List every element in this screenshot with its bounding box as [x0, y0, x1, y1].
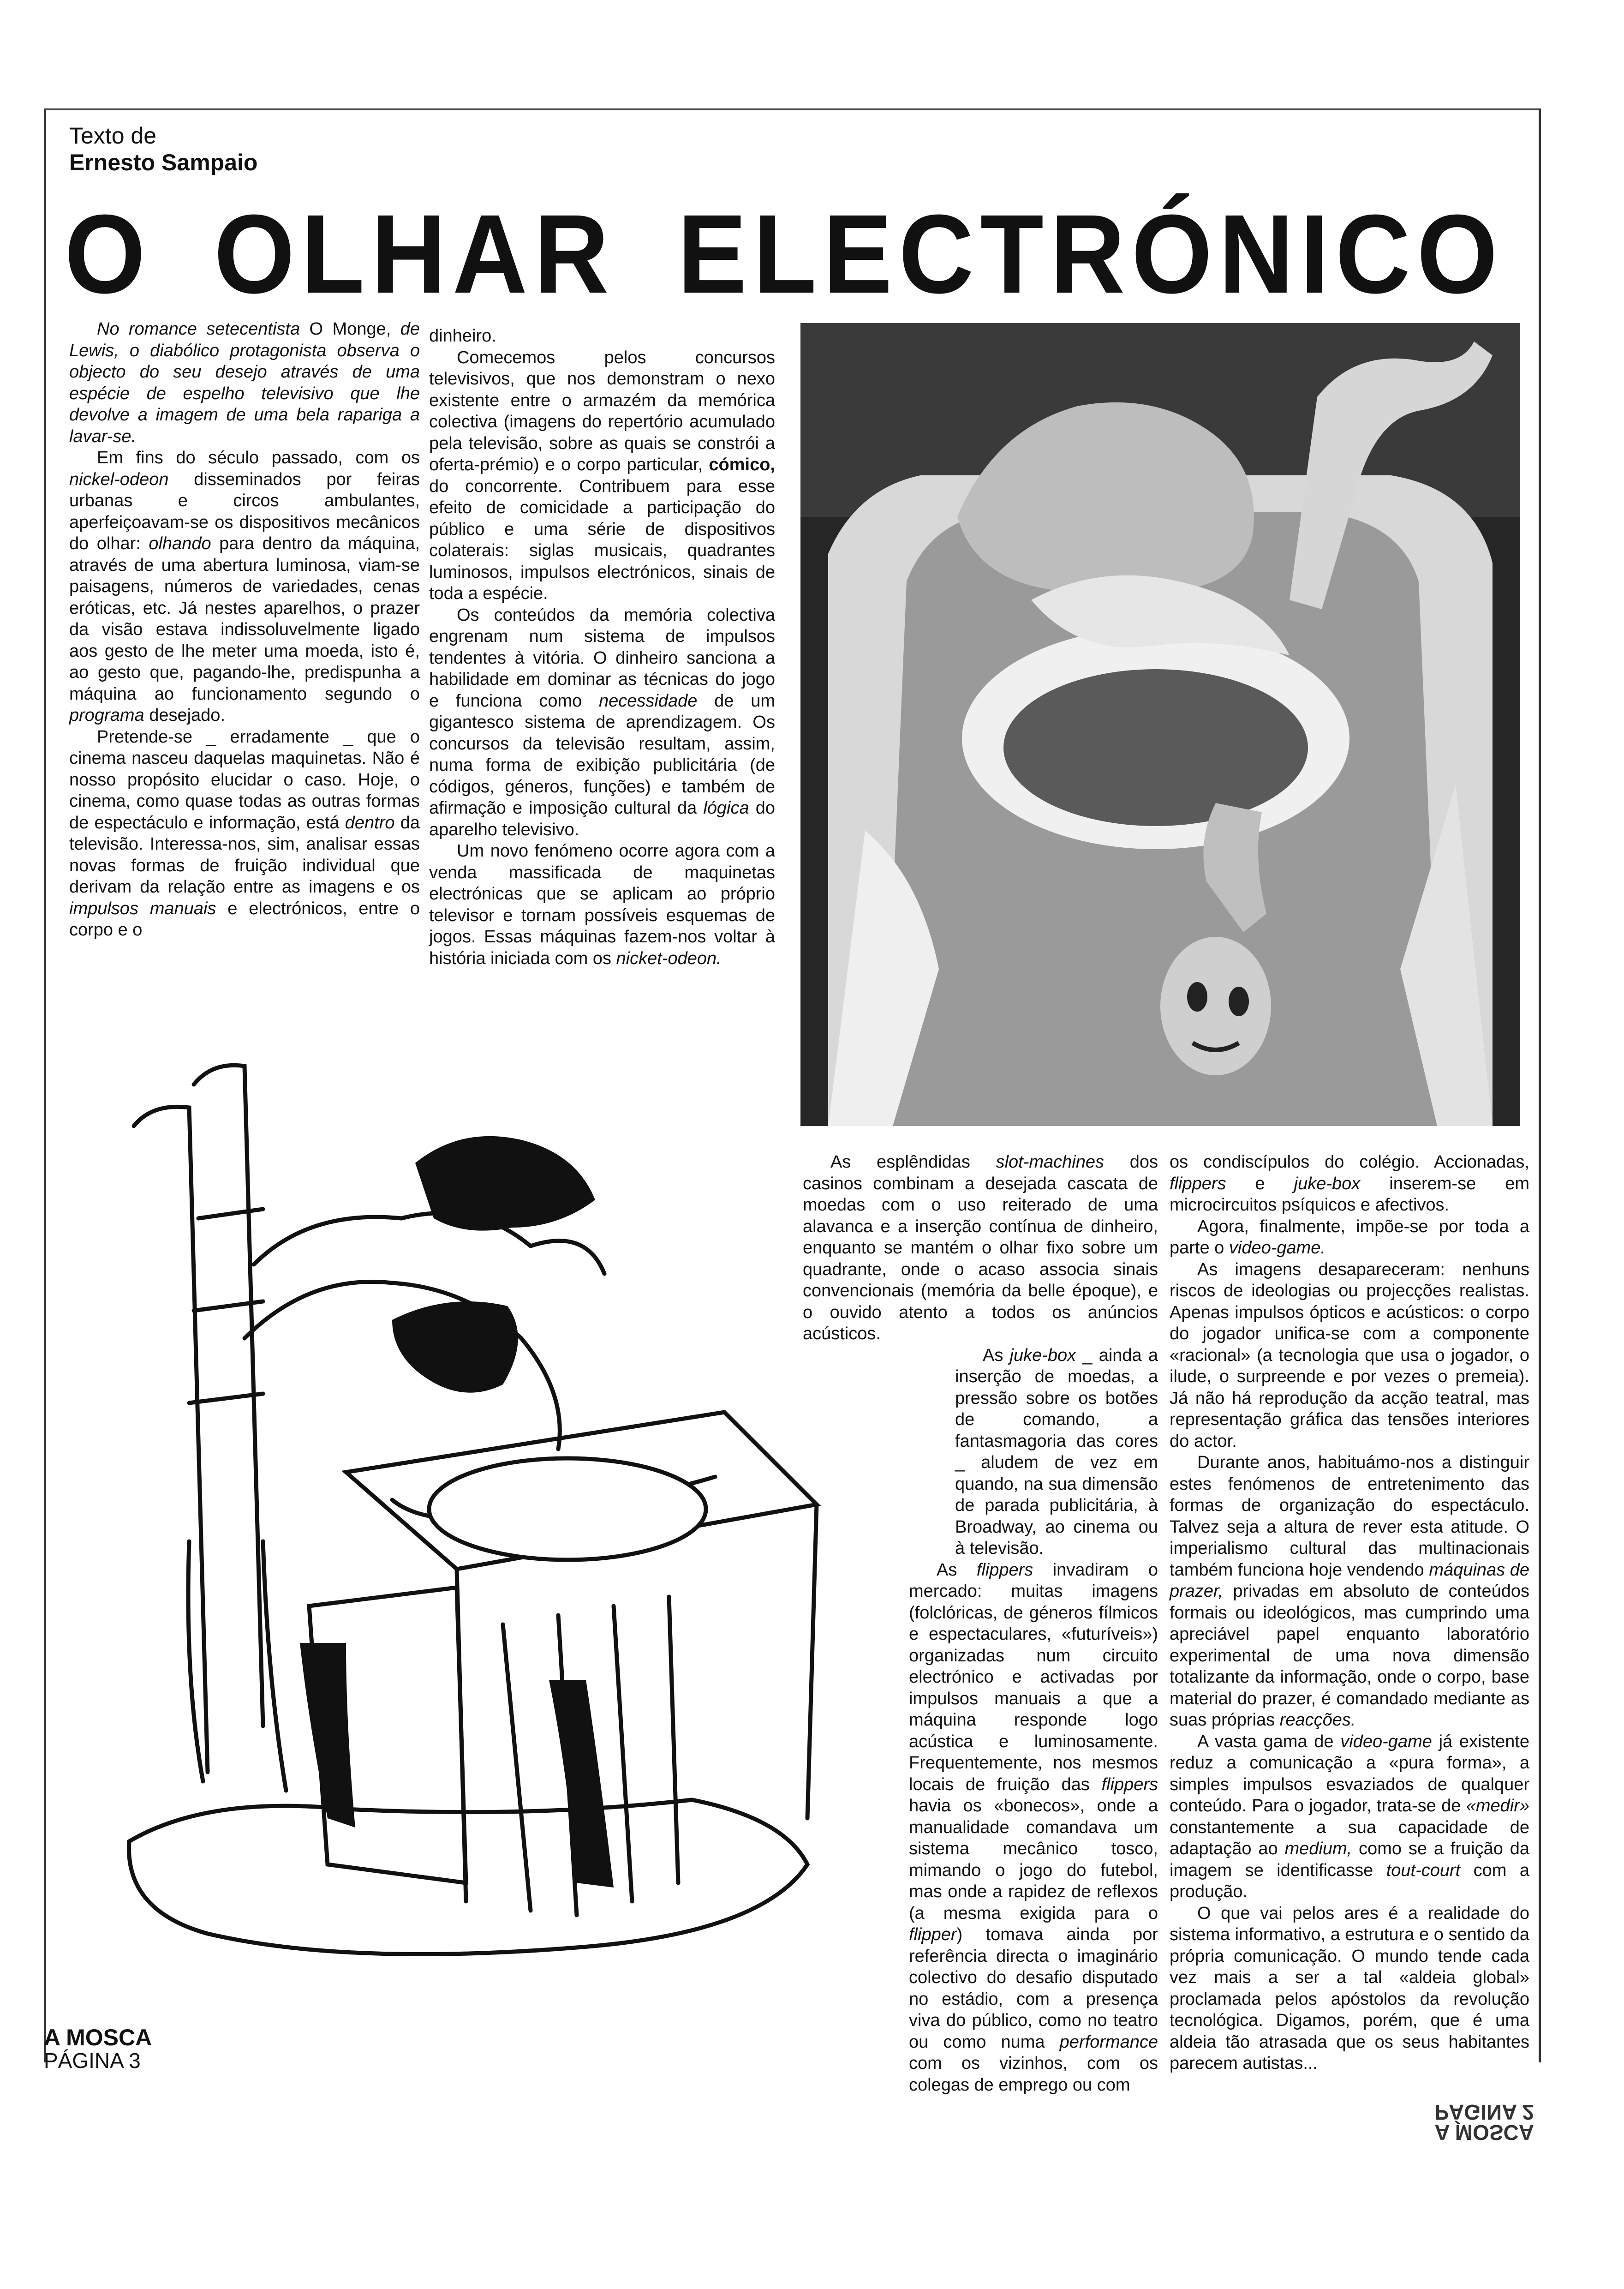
drawing — [69, 988, 854, 2049]
article-column-2 — [429, 325, 775, 969]
paragraph: Em fins do século passado, com os nickel-odeon disseminados por feiras urbanas e circos ambulantes, aperfeiçoavam-se os dispositivos mecânicos do olhar: olhando para dentro da máquina, através de uma abertura luminosa, viam-se paisagens, números de variedades, cenas eróticas, etc. Já nestes aparelhos, o prazer da visão estava indissoluvelmente ligado aos gesto de lhe meter uma moeda, isto é, ao gesto que, pagando-lhe, predispunha a máquina ao funcionamento segundo o programa desejado. — [69, 448, 420, 725]
paragraph: A vasta gama de video-game já existente reduz a comunicação a «pura forma», a simples impulsos esvaziados de qualquer conteúdo. Para o jogador, trata-se de «medir» constantemente a sua capacidade de adaptação ao medium, como se a fruição da imagem se identificasse tout-court com a produção. — [1170, 1732, 1529, 1901]
italic-text: No romance setecentista — [97, 319, 300, 339]
article-column-3 — [803, 1151, 1158, 2096]
photo-tv-figure — [800, 323, 1520, 1126]
byline-prefix: Texto de — [69, 123, 157, 149]
paragraph: As flippers invadiram o mercado: muitas imagens (folclóricas, de géneros fílmicos e espectaculares, «futuríveis») organizadas num circuito electrónico e activadas por impulsos manuais a que a máquina responde logo acústica e luminosamente. Frequentemente, nos mesmos locais de fruição das flippers havia os «bonecos», onde a manualidade comandava um sistema mecânico tosco, mimando o jogo do futebol, mas onde a rapidez de reflexos (a mesma exigida para o flipper) tomava ainda por referência directa o imaginário colectivo do desafio disputado no estádio, com a presença viva do público, como no teatro ou como numa performance com os vizinhos, com os colegas de emprego ou com — [909, 1560, 1158, 2095]
byline-author: Ernesto Sampaio — [69, 150, 258, 175]
paragraph: Os conteúdos da memória colectiva engrenam num sistema de impulsos tendentes à vitória. O dinheiro sanciona a habilidade em dominar as técnicas do jogo e funciona como necessidade de um gigantesco sistema de aprendizagem. Os concursos da televisão resultam, assim, numa forma de exibição publicitária (de códigos, géneros, funções) e também de afirmação e imposição cultural da lógica do aparelho televisivo. — [429, 605, 776, 839]
page-number: PÁGINA 3 — [44, 2049, 141, 2073]
article-column-1 — [69, 318, 420, 941]
paragraph — [69, 318, 420, 447]
italic-text: de Lewis, o diabólico protagonista observa o objecto do seu desejo através de uma espécie de espelho televisivo que lhe devolve a imagem de uma bela rapariga a lavar-se. — [69, 319, 420, 446]
paragraph: dinheiro. — [429, 326, 496, 346]
bleed-through-text — [1434, 2102, 1534, 2143]
paragraph: Durante anos, habituámo-nos a distinguir estes fenómenos de entretenimento das formas de organização do espectáculo. Talvez seja a altura de rever esta atitude. O imperialismo cultural das multinacionais também funciona hoje vendendo máquinas de prazer, privadas em absoluto de conteúdos formais ou ideológicos, mas cumprindo uma apreciável papel enquanto laboratório experimental de uma nova dimensão totalizante da informação, onde o corpo, base material do prazer, é comandado mediante as suas próprias reacções. — [1170, 1453, 1529, 1730]
bleed-line-2: PÁGINA 2 — [1434, 2100, 1534, 2124]
text: O Monge, — [300, 319, 400, 339]
illustration-seated-figure — [69, 988, 854, 2049]
paragraph: As esplêndidas slot-machines dos casinos combinam a desejada cascata de moedas com o uso reiterado de uma alavanca e a inserção contínua de dinheiro, enquanto se mantém o olhar fixo sobre um quadrante, onde o acaso associa sinais convencionais (memória da belle époque), e o ouvido atento a todos os anúncios acústicos. — [803, 1152, 1158, 1343]
paragraph: Comecemos pelos concursos televisivos, que nos demonstram o nexo existente entre o armazém da memórica colectiva (imagens do repertório acumulado pela televisão, sobre as quais se constrói a oferta-prémio) e o corpo particular, cómico, do concorrente. Contribuem para esse efeito de comicidade a participação do público e uma série de dispositivos colaterais: siglas musicais, quadrantes luminosos, impulsos electrónicos, sinais de toda a espécie. — [429, 348, 775, 603]
paragraph: O que vai pelos ares é a realidade do sistema informativo, a estrutura e o sentido da própria comunicação. O mundo tende cada vez mais a ser a tal «aldeia global» proclamada pelos apóstolos da revolução tecnológica. Digamos, porém, que é uma aldeia tão atrasada que os seus habitantes parecem autistas... — [1170, 1903, 1529, 2073]
paragraph: Agora, finalmente, impõe-se por toda a parte o video-game. — [1170, 1216, 1529, 1258]
bleed-line-1: A MOSCA — [1434, 2121, 1534, 2145]
paragraph: Um novo fenómeno ocorre agora com a venda massificada de maquinetas electrónicas que se aplicam ao próprio televisor e tornam possíveis esquemas de jogos. Essas máquinas fazem-nos voltar à história iniciada com os nicket-odeon. — [429, 841, 775, 968]
page-footer — [44, 2026, 152, 2072]
paragraph: As juke-box _ ainda a inserção de moedas, a pressão sobre os botões de comando, a fantasmagoria das cores _ aludem de vez em quando, na sua dimensão de parada publicitária, à Broadway, ao cinema ou à televisão. — [955, 1345, 1158, 1558]
paragraph: As imagens desapareceram: nenhuns riscos de ideologias ou projecções realistas. Apenas impulsos ópticos e acústicos: o corpo do jogador unifica-se com a componente «racional» (a tecnologia que usa o jogador, o ilude, o surpreende e por vezes o premeia). Já não há reprodução da acção teatral, mas representação gráfica das tensões interiores do actor. — [1170, 1259, 1529, 1451]
photo-illustration — [800, 323, 1520, 1126]
headline: O OLHAR ELECTRÓNICO — [65, 191, 1504, 317]
article-column-4 — [1170, 1151, 1529, 2074]
publication-name: A MOSCA — [44, 2025, 152, 2050]
paragraph: Pretende-se _ erradamente _ que o cinema nasceu daquelas maquinetas. Não é nosso propósito elucidar o caso. Hoje, o cinema, como quase todas as outras formas de espectáculo e informação, está dentro da televisão. Interessa-nos, sim, analisar essas novas formas de fruição individual que derivam da relação entre as imagens e os impulsos manuais e electrónicos, entre o corpo e o — [69, 727, 420, 940]
paragraph: os condiscípulos do colégio. Accionadas, flippers e juke-box inserem-se em microcircuitos psíquicos e afectivos. — [1170, 1152, 1530, 1215]
byline — [69, 122, 257, 176]
